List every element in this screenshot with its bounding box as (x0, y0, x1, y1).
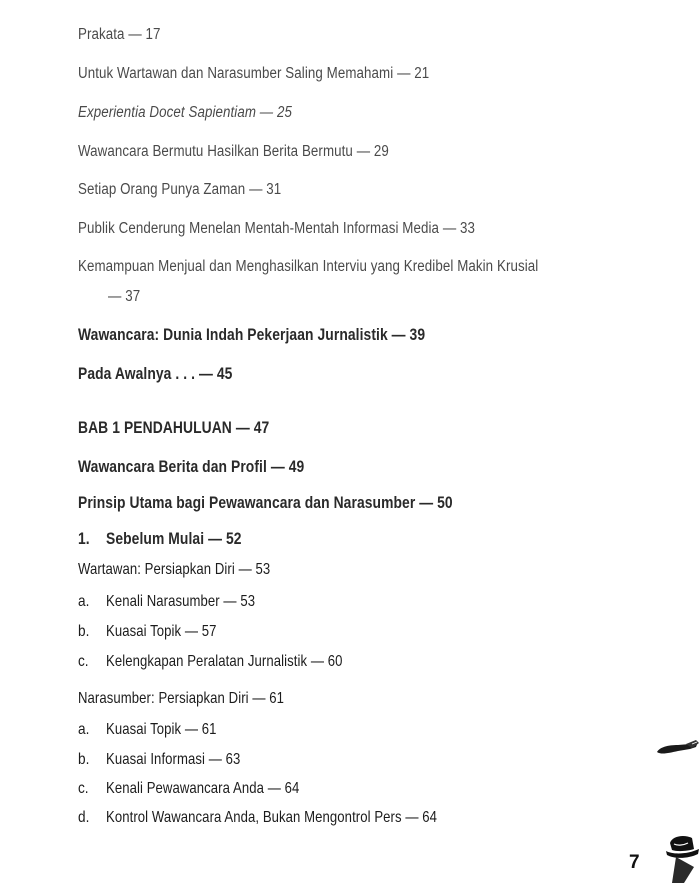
toc-entry-setiap-orang: Setiap Orang Punya Zaman — 31 (78, 181, 282, 198)
toc-entry-wawancara-bermutu: Wawancara Bermutu Hasilkan Berita Bermutu — 29 (78, 143, 389, 160)
toc-entry-wawancara-berita: Wawancara Berita dan Profil — 49 (78, 458, 305, 476)
list-item: Kuasai Topik — 57 (106, 623, 217, 640)
wartawan-heading: Wartawan: Persiapkan Diri — 53 (78, 561, 271, 578)
toc-entry-publik-cenderung: Publik Cenderung Menelan Mentah-Mentah Informasi Media — 33 (78, 220, 476, 237)
fedora-hat-icon (664, 833, 700, 883)
toc-entry-kemampuan-menjual: Kemampuan Menjual dan Menghasilkan Interviu yang Kredibel Makin Krusial (78, 258, 539, 275)
list-item: Kelengkapan Peralatan Jurnalistik — 60 (106, 653, 343, 670)
chapter-heading: BAB 1 PENDAHULUAN — 47 (78, 419, 270, 437)
list-marker: d. (78, 809, 90, 826)
list-item: Kuasai Informasi — 63 (106, 751, 241, 768)
page-number: 7 (629, 852, 640, 873)
list-item: Kuasai Topik — 61 (106, 721, 217, 738)
toc-entry-prakata: Prakata — 17 (78, 26, 161, 43)
list-item: Kontrol Wawancara Anda, Bukan Mengontrol Pers — 64 (106, 809, 438, 826)
list-marker: c. (78, 653, 89, 670)
list-marker: c. (78, 780, 89, 797)
list-item: Kenali Narasumber — 53 (106, 593, 256, 610)
toc-entry-experientia: Experientia Docet Sapientiam — 25 (78, 104, 293, 121)
section-title: Sebelum Mulai — 52 (106, 530, 242, 548)
toc-entry-kemampuan-menjual-page: — 37 (108, 288, 141, 305)
toc-entry-untuk-wartawan: Untuk Wartawan dan Narasumber Saling Memahami — 21 (78, 65, 430, 82)
section-number: 1. (78, 530, 90, 548)
toc-entry-prinsip-utama: Prinsip Utama bagi Pewawancara dan Narasumber — 50 (78, 494, 453, 512)
list-marker: b. (78, 751, 90, 768)
list-item: Kenali Pewawancara Anda — 64 (106, 780, 300, 797)
fountain-pen-icon (656, 738, 700, 760)
toc-entry-pada-awalnya: Pada Awalnya . . . — 45 (78, 365, 233, 383)
toc-entry-dunia-indah: Wawancara: Dunia Indah Pekerjaan Jurnalistik — 39 (78, 326, 426, 344)
narasumber-heading: Narasumber: Persiapkan Diri — 61 (78, 690, 285, 707)
list-marker: a. (78, 721, 90, 738)
list-marker: a. (78, 593, 90, 610)
list-marker: b. (78, 623, 90, 640)
